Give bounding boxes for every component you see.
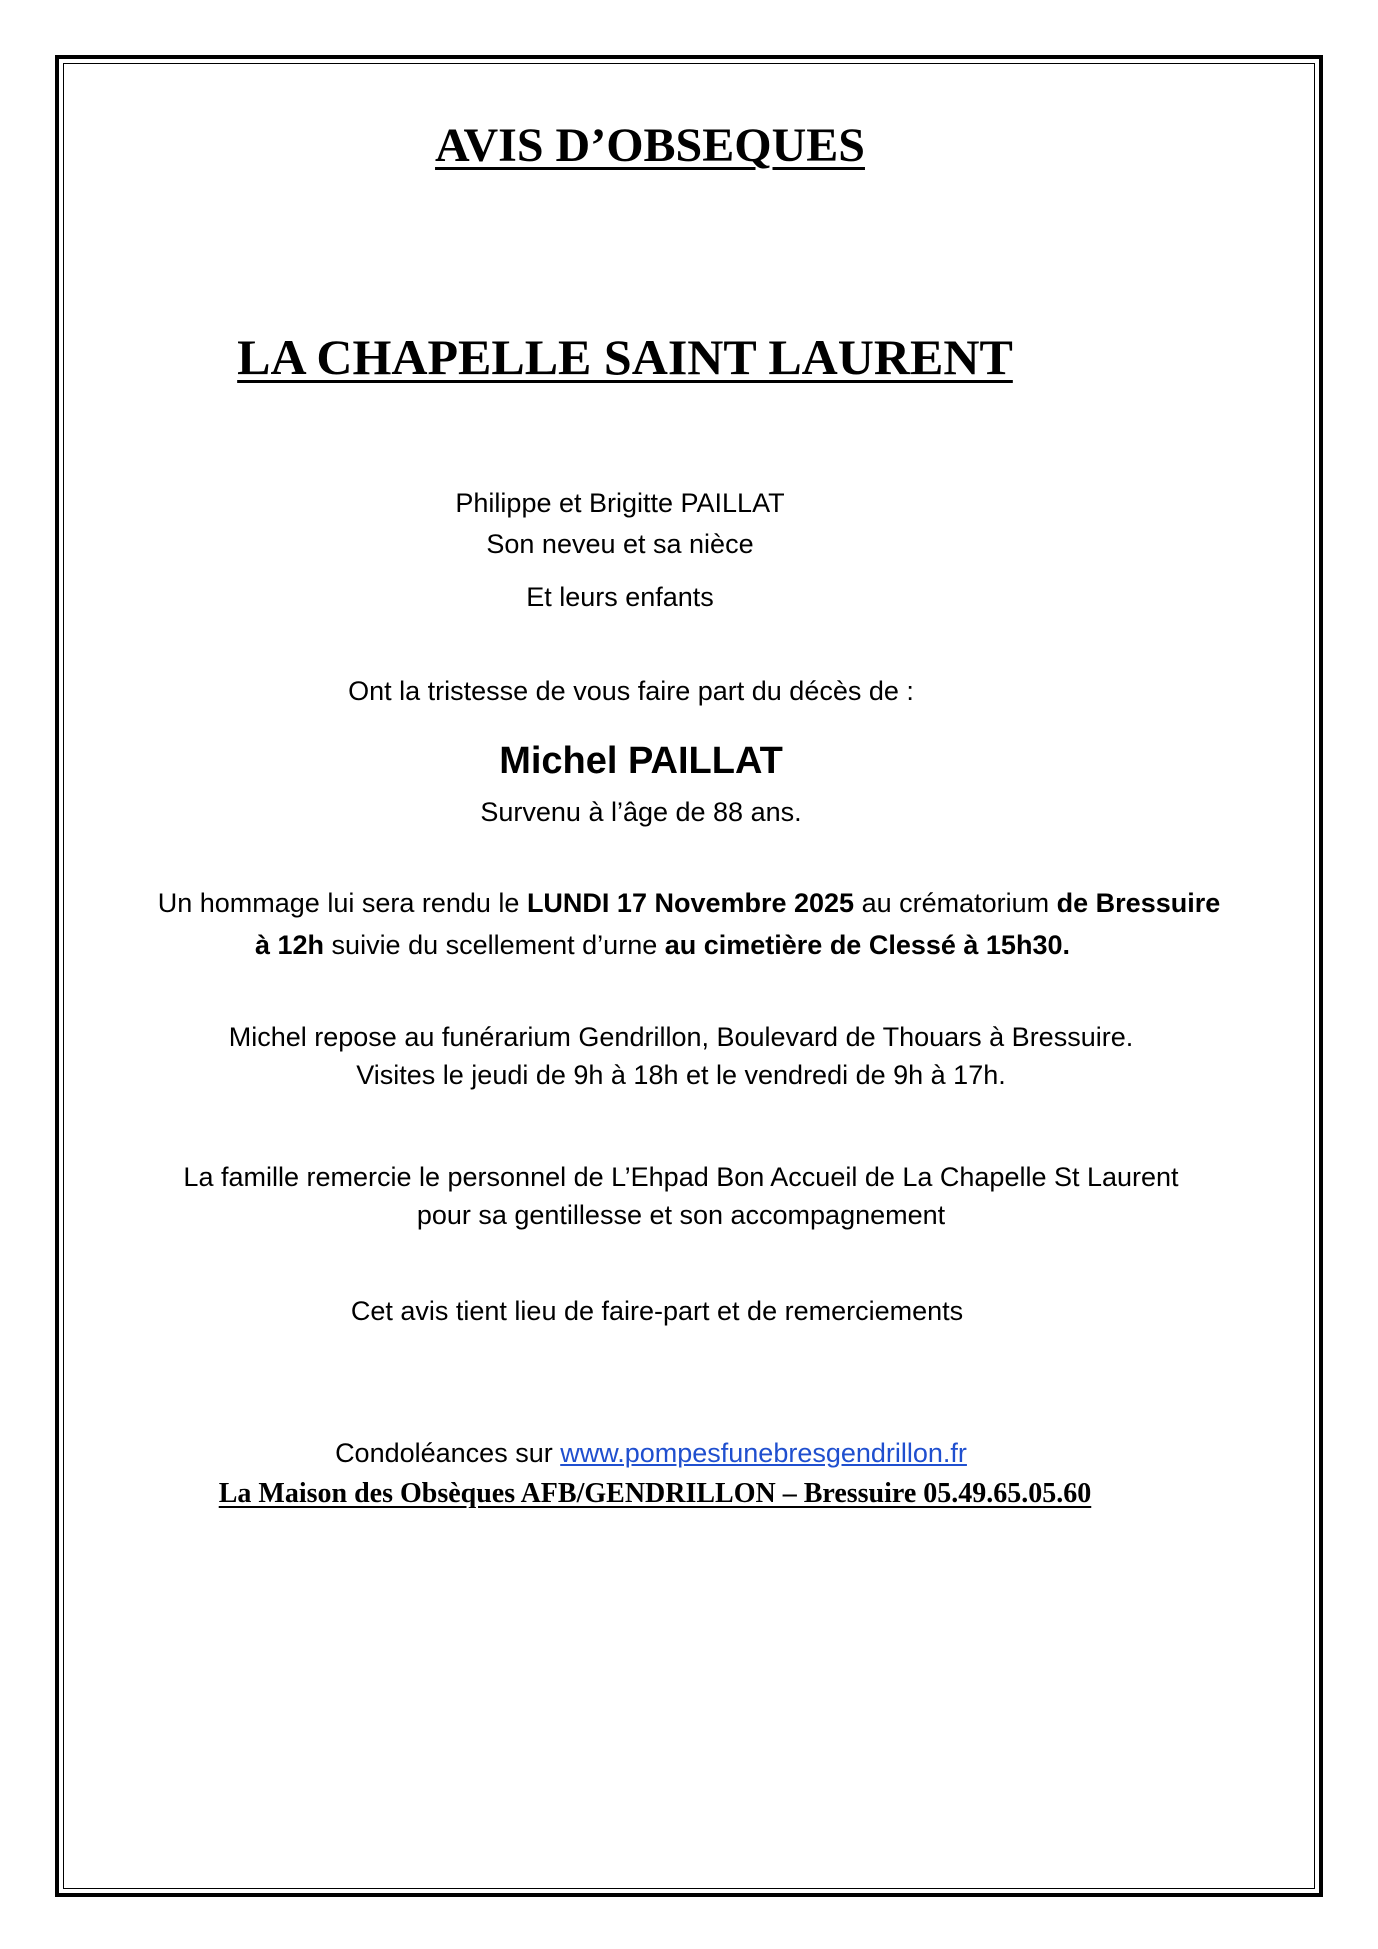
ceremony-text-3: suivie du scellement d’urne (324, 930, 665, 960)
age-line: Survenu à l’âge de 88 ans. (480, 797, 802, 827)
ceremony-cemetery: au cimetière de Clessé à 15h30. (664, 930, 1070, 960)
deceased-name: Michel PAILLAT (499, 740, 783, 782)
thanks-line-2: pour sa gentillesse et son accompagnement (416, 1200, 946, 1230)
ceremony-date: LUNDI 17 Novembre 2025 (526, 888, 855, 918)
ceremony-time: à 12h (255, 930, 325, 960)
announcement-text: Ont la tristesse de vous faire part du décès de : (348, 676, 914, 706)
ceremony-line-1 (0, 886, 1378, 920)
rest-line-2: Visites le jeudi de 9h à 18h et le vendredi de 9h à 17h. (356, 1060, 1006, 1090)
condolences-label: Condoléances sur (335, 1438, 561, 1468)
family-line-3: Et leurs enfants (526, 582, 714, 612)
thanks-line-1: La famille remercie le personnel de L’Ehpad Bon Accueil de La Chapelle St Laurent (183, 1162, 1179, 1192)
place-title: LA CHAPELLE SAINT LAURENT (237, 329, 1013, 385)
funeral-home-footer: La Maison des Obsèques AFB/GENDRILLON – Bressuire 05.49.65.05.60 (218, 1478, 1092, 1509)
notice-line: Cet avis tient lieu de faire-part et de remerciements (350, 1296, 964, 1326)
ceremony-place: de Bressuire (1056, 888, 1221, 918)
ceremony-text-2: au crématorium (854, 888, 1057, 918)
condolences-link[interactable]: www.pompesfunebresgendrillon.fr (560, 1438, 967, 1468)
rest-line-1: Michel repose au funérarium Gendrillon, Boulevard de Thouars à Bressuire. (228, 1022, 1134, 1052)
family-line-1: Philippe et Brigitte PAILLAT (455, 488, 785, 518)
notice-title: AVIS D’OBSEQUES (435, 119, 865, 172)
family-line-2: Son neveu et sa nièce (486, 529, 754, 559)
condolences-line (0, 1436, 1302, 1470)
ceremony-line-2 (0, 928, 1325, 962)
ceremony-text-1: Un hommage lui sera rendu le (157, 888, 527, 918)
